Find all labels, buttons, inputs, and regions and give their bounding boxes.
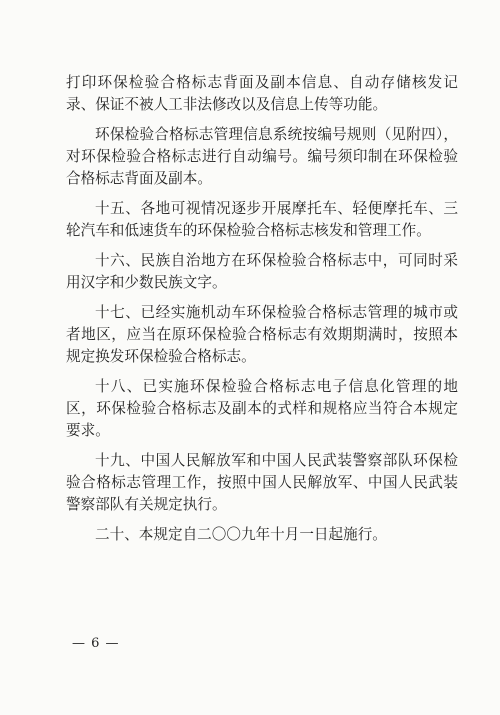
paragraph-article-20: 二十、本规定自二〇〇九年十月一日起施行。 <box>95 526 387 543</box>
paragraph-article-16: 十六、民族自治地方在环保检验合格标志中，可同时采用汉字和少数民族文字。 <box>66 252 458 291</box>
paragraph-article-18: 十八、已实施环保检验合格标志电子信息化管理的地区，环保检验合格标志及副本的式样和规格应当符合本规定要求。 <box>66 378 458 439</box>
paragraph-article-19: 十九、中国人民解放军和中国人民武装警察部队环保检验合格标志管理工作，按照中国人民解放军、中国人民武装警察部队有关规定执行。 <box>66 452 458 513</box>
page-number: — 6 — <box>72 636 120 651</box>
body-text <box>66 72 458 554</box>
paragraph-continuation: 打印环保检验合格标志背面及副本信息、自动存储核发记录、保证不被人工非法修改以及信息上传等功能。 <box>66 74 458 113</box>
paragraph-numbering-rule: 环保检验合格标志管理信息系统按编号规则（见附四），对环保检验合格标志进行自动编号。编号须印制在环保检验合格标志背面及副本。 <box>66 126 458 187</box>
paragraph-article-15: 十五、各地可视情况逐步开展摩托车、轻便摩托车、三轮汽车和低速货车的环保检验合格标志核发和管理工作。 <box>66 200 458 239</box>
paragraph-article-17: 十七、已经实施机动车环保检验合格标志管理的城市或者地区，应当在原环保检验合格标志有效期期满时，按照本规定换发环保检验合格标志。 <box>66 304 458 365</box>
